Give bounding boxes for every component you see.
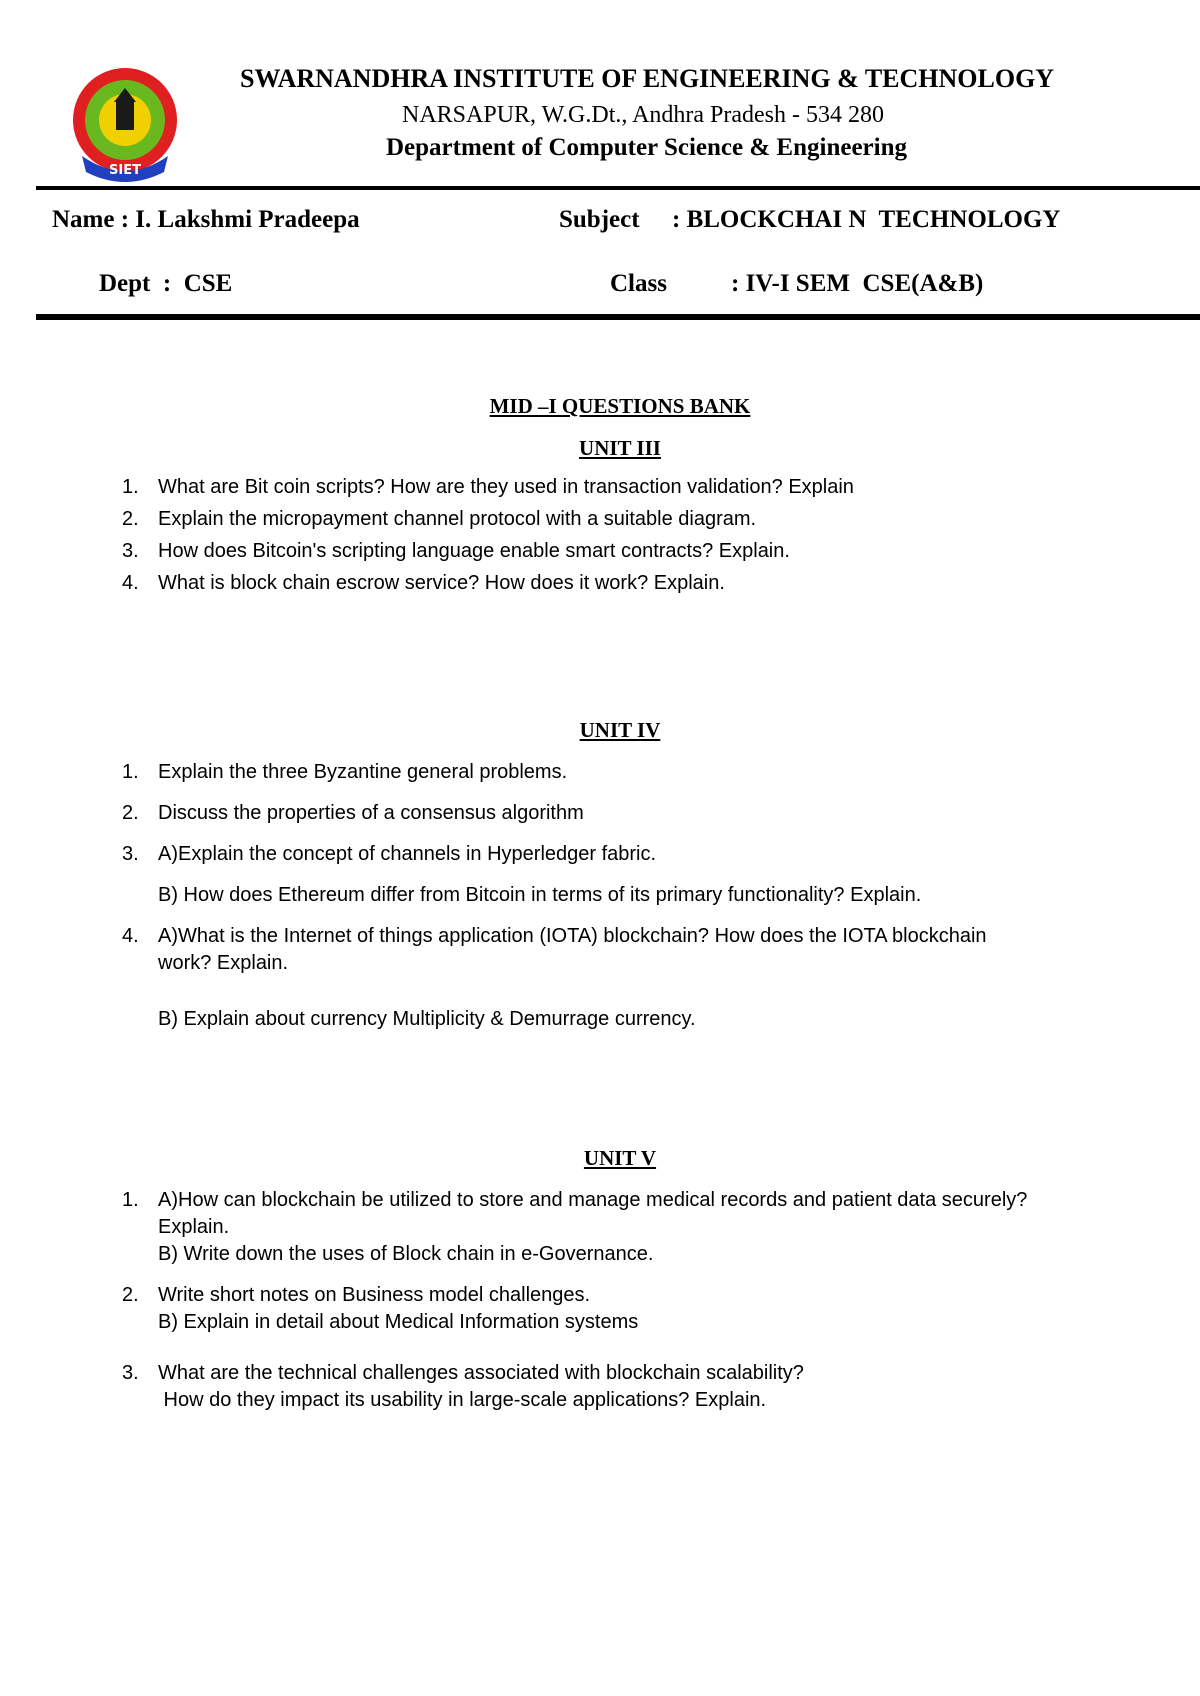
question-item (122, 800, 1172, 827)
question-item (122, 1282, 1172, 1336)
question-number: 1. (122, 476, 139, 498)
class-value: : IV-I SEM CSE(A&B) (731, 270, 984, 297)
question-item (122, 841, 1172, 909)
header-divider (36, 186, 1200, 190)
logo-banner-text: SIET (109, 163, 141, 178)
question-part-a-cont: Explain. (158, 1216, 230, 1238)
unit-title: UNIT III (579, 436, 661, 460)
question-text: What are the technical challenges associated with blockchain scalability? (158, 1362, 804, 1384)
department-heading: Department of Computer Science & Engineering (386, 134, 907, 161)
question-list (122, 1187, 1172, 1414)
name-field: Name : I. Lakshmi Pradeepa (52, 206, 360, 233)
question-number: 2. (122, 1284, 139, 1306)
question-part-a: A)Explain the concept of channels in Hyperledger fabric. (158, 843, 657, 865)
unit-title: UNIT V (583, 1146, 657, 1170)
class-label: Class (610, 270, 667, 297)
question-text: Explain the micropayment channel protocol with a suitable diagram. (158, 508, 757, 530)
college-logo (64, 64, 186, 186)
subject-label: Subject (559, 206, 640, 233)
question-part-a: Write short notes on Business model challenges. (158, 1284, 591, 1306)
question-number: 2. (122, 508, 139, 530)
question-item (122, 506, 1172, 533)
question-number: 4. (122, 572, 139, 594)
question-text: What are Bit coin scripts? How are they used in transaction validation? Explain (158, 476, 854, 498)
question-item (122, 1360, 1172, 1414)
dept-field: Dept : CSE (99, 270, 233, 297)
question-text: What is block chain escrow service? How does it work? Explain. (158, 572, 725, 594)
question-part-a: A)How can blockchain be utilized to store and manage medical records and patient data securely? (158, 1189, 1028, 1211)
question-number: 3. (122, 540, 139, 562)
question-text: Discuss the properties of a consensus algorithm (158, 802, 584, 824)
unit-title: UNIT IV (579, 718, 661, 742)
question-number: 1. (122, 1189, 139, 1211)
question-number: 1. (122, 761, 139, 783)
question-number: 2. (122, 802, 139, 824)
question-text-cont: How do they impact its usability in large-scale applications? Explain. (158, 1389, 767, 1411)
question-item (122, 474, 1172, 501)
page-title: MID –I QUESTIONS BANK (489, 394, 751, 418)
question-part-b: B) Explain in detail about Medical Information systems (158, 1311, 639, 1333)
question-item (122, 923, 1172, 1033)
question-list (122, 474, 1172, 597)
question-text: Explain the three Byzantine general problems. (158, 761, 568, 783)
question-item (122, 1187, 1172, 1268)
question-part-b: B) Write down the uses of Block chain in e-Governance. (158, 1243, 654, 1265)
institute-name: SWARNANDHRA INSTITUTE OF ENGINEERING & TECHNOLOGY (240, 64, 1055, 93)
question-item (122, 759, 1172, 786)
question-number: 3. (122, 843, 139, 865)
question-text: How does Bitcoin's scripting language enable smart contracts? Explain. (158, 540, 790, 562)
info-divider (36, 314, 1200, 320)
question-item (122, 570, 1172, 597)
question-part-b: B) Explain about currency Multiplicity & Demurrage currency. (158, 1008, 696, 1030)
question-item (122, 538, 1172, 565)
institute-address: NARSAPUR, W.G.Dt., Andhra Pradesh - 534 280 (402, 102, 885, 128)
question-part-b: B) How does Ethereum differ from Bitcoin in terms of its primary functionality? Explain. (158, 884, 922, 906)
question-part-a-cont: work? Explain. (158, 952, 289, 974)
question-part-a: A)What is the Internet of things application (IOTA) blockchain? How does the IOTA blockchain (158, 925, 987, 947)
question-number: 3. (122, 1362, 139, 1384)
subject-value: : BLOCKCHAI N TECHNOLOGY (672, 206, 1061, 233)
question-number: 4. (122, 925, 139, 947)
question-list (122, 759, 1172, 1033)
